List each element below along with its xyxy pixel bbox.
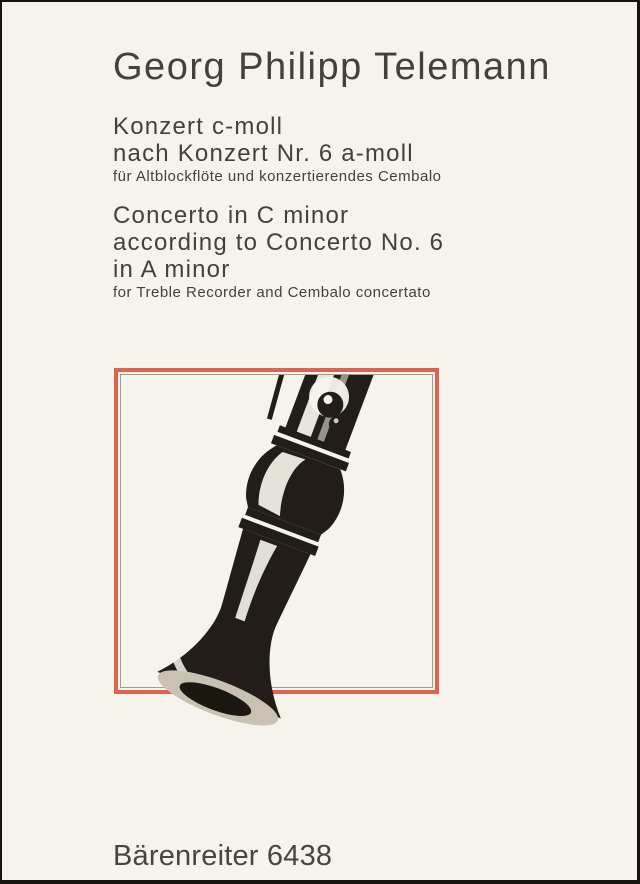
instrumentation-de: für Altblockflöte und konzertierendes Cembalo [113,168,442,185]
instrumentation-en: for Treble Recorder and Cembalo concertato [113,284,431,301]
publisher-imprint: Bärenreiter 6438 [113,840,333,872]
recorder-image [114,368,439,732]
work-title-de-line2: nach Konzert Nr. 6 a-moll [113,140,414,167]
work-title-en-line1: Concerto in C minor [113,202,350,229]
title-block-english [113,202,444,302]
composer-name: Georg Philipp Telemann [113,46,551,88]
work-title-en-line2: according to Concerto No. 6 [113,229,445,256]
work-title-de-line1: Konzert c-moll [113,113,284,140]
work-title-en-line3: in A minor [113,256,231,283]
title-block-german [113,113,442,186]
